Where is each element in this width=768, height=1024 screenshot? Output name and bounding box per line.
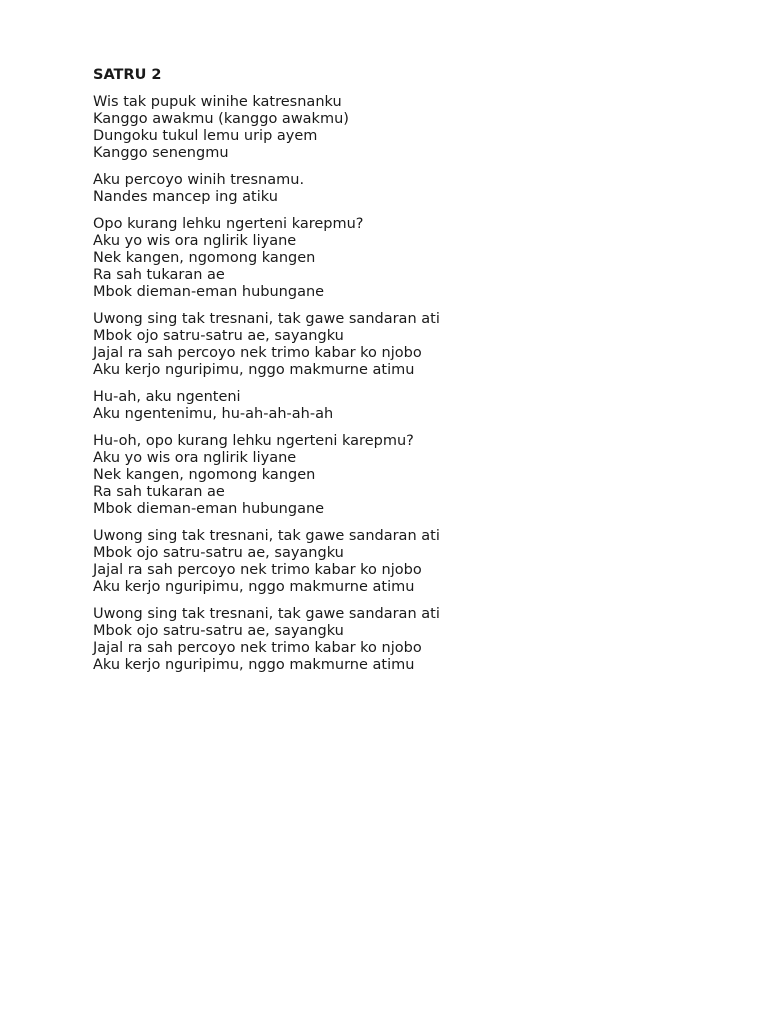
lyric-line: Uwong sing tak tresnani, tak gawe sandaran ati	[93, 311, 440, 327]
lyric-line: Ra sah tukaran ae	[93, 484, 225, 500]
lyric-line: Aku yo wis ora nglirik liyane	[93, 233, 297, 249]
lyric-line: Nek kangen, ngomong kangen	[93, 250, 316, 266]
stanza	[93, 528, 733, 596]
lyric-line: Nek kangen, ngomong kangen	[93, 467, 316, 483]
lyric-line: Mbok ojo satru-satru ae, sayangku	[93, 623, 344, 639]
lyric-line: Wis tak pupuk winihe katresnanku	[93, 94, 342, 110]
lyric-line: Dungoku tukul lemu urip ayem	[93, 128, 318, 144]
lyric-line: Aku yo wis ora nglirik liyane	[93, 450, 297, 466]
lyric-line: Mbok dieman-eman hubungane	[93, 284, 325, 300]
lyric-line: Uwong sing tak tresnani, tak gawe sandaran ati	[93, 606, 440, 622]
lyric-line: Aku ngentenimu, hu-ah-ah-ah-ah	[93, 406, 334, 422]
stanza	[93, 172, 733, 206]
lyric-line: Nandes mancep ing atiku	[93, 189, 278, 205]
lyrics-document	[93, 67, 733, 684]
stanza	[93, 311, 733, 379]
stanza	[93, 389, 733, 423]
lyric-line: Uwong sing tak tresnani, tak gawe sandaran ati	[93, 528, 440, 544]
lyric-line: Mbok dieman-eman hubungane	[93, 501, 325, 517]
stanza	[93, 606, 733, 674]
song-title: SATRU 2	[93, 67, 162, 83]
stanza	[93, 216, 733, 301]
lyric-line: Aku kerjo nguripimu, nggo makmurne atimu	[93, 657, 415, 673]
lyric-line: Kanggo senengmu	[93, 145, 229, 161]
lyric-line: Kanggo awakmu (kanggo awakmu)	[93, 111, 349, 127]
lyric-line: Ra sah tukaran ae	[93, 267, 225, 283]
lyric-line: Aku percoyo winih tresnamu.	[93, 172, 305, 188]
stanza	[93, 433, 733, 518]
lyric-line: Jajal ra sah percoyo nek trimo kabar ko njobo	[93, 640, 422, 656]
lyric-line: Opo kurang lehku ngerteni karepmu?	[93, 216, 364, 232]
lyric-line: Aku kerjo nguripimu, nggo makmurne atimu	[93, 579, 415, 595]
lyric-line: Hu-oh, opo kurang lehku ngerteni karepmu?	[93, 433, 414, 449]
stanza	[93, 94, 733, 162]
lyric-line: Hu-ah, aku ngenteni	[93, 389, 241, 405]
lyric-line: Mbok ojo satru-satru ae, sayangku	[93, 328, 344, 344]
lyric-line: Mbok ojo satru-satru ae, sayangku	[93, 545, 344, 561]
lyric-line: Aku kerjo nguripimu, nggo makmurne atimu	[93, 362, 415, 378]
lyric-line: Jajal ra sah percoyo nek trimo kabar ko njobo	[93, 562, 422, 578]
lyric-line: Jajal ra sah percoyo nek trimo kabar ko njobo	[93, 345, 422, 361]
